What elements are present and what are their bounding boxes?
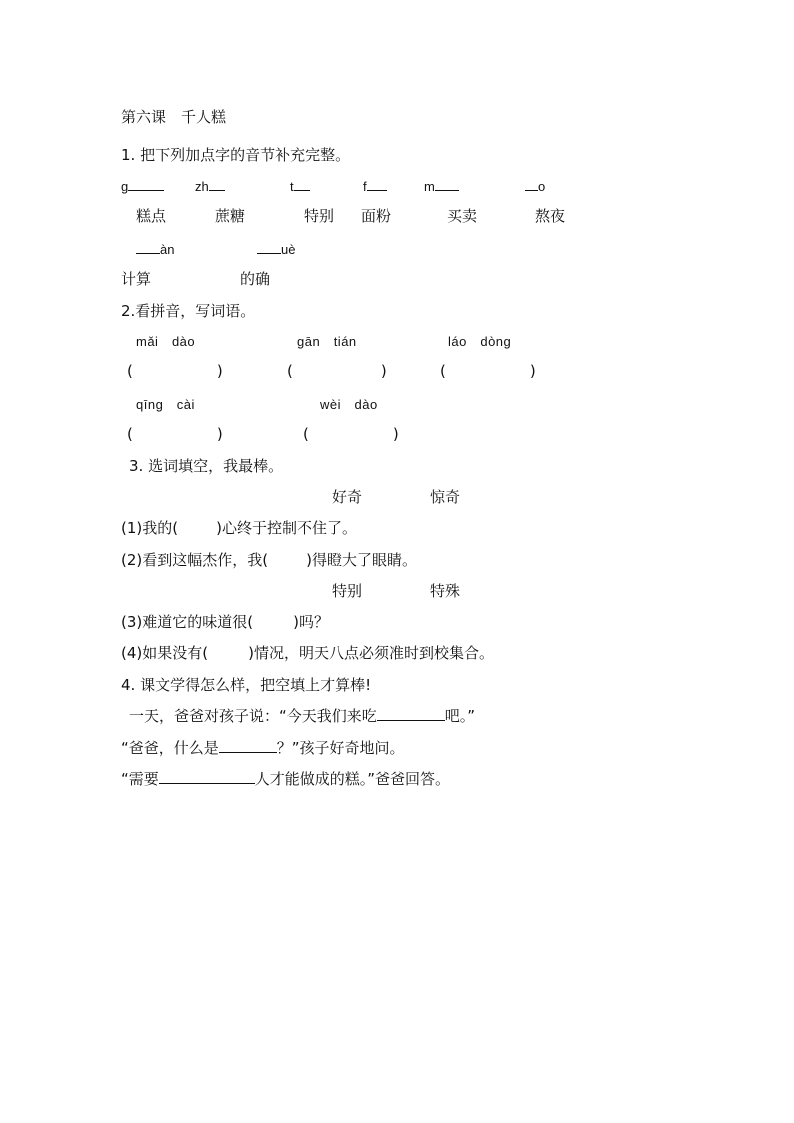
- pinyin: láo dòng: [448, 334, 512, 349]
- word-choice: 好奇: [332, 488, 363, 506]
- fill-sentence: 一天，爸爸对孩子说：“今天我们来吃 吧。”: [129, 707, 476, 725]
- q1-heading: 1. 把下列加点字的音节补充完整。: [121, 146, 351, 164]
- word: 买卖: [447, 207, 478, 225]
- word: 熬夜: [535, 207, 566, 225]
- pinyin: gān tián: [297, 334, 357, 349]
- answer-parens[interactable]: ( ): [303, 425, 399, 443]
- fill-blank[interactable]: [377, 707, 445, 721]
- pinyin: qīng cài: [136, 397, 195, 412]
- fill-sentence: (3)难道它的味道很( )吗？: [121, 613, 329, 631]
- q2-heading: 2.看拼音，写词语。: [121, 302, 256, 320]
- pinyin: wèi dào: [320, 397, 378, 412]
- answer-parens[interactable]: ( ): [440, 362, 536, 380]
- word: 糕点: [136, 207, 167, 225]
- word-choice: 特殊: [430, 582, 461, 600]
- word: 计算: [121, 270, 152, 288]
- syllable-blank[interactable]: zh: [195, 177, 225, 196]
- syllable-blank[interactable]: àn: [136, 240, 174, 259]
- answer-parens[interactable]: ( ): [127, 425, 223, 443]
- answer-parens[interactable]: ( ): [287, 362, 387, 380]
- syllable-blank[interactable]: uè: [257, 240, 295, 259]
- syllable-blank[interactable]: g: [121, 177, 164, 196]
- fill-sentence: “爸爸，什么是 ？”孩子好奇地问。: [121, 739, 405, 757]
- answer-parens[interactable]: ( ): [127, 362, 223, 380]
- fill-blank[interactable]: [159, 770, 255, 784]
- syllable-blank[interactable]: t: [290, 177, 310, 196]
- syllable-blank[interactable]: m: [424, 177, 459, 196]
- fill-sentence: “需要 人才能做成的糕。”爸爸回答。: [121, 770, 451, 788]
- fill-sentence: (1)我的( )心终于控制不住了。: [121, 519, 357, 537]
- pinyin: mǎi dào: [136, 334, 196, 349]
- syllable-blank[interactable]: o: [525, 177, 545, 196]
- q4-heading: 4. 课文学得怎么样，把空填上才算棒!: [121, 676, 372, 694]
- word: 的确: [240, 270, 271, 288]
- word: 面粉: [361, 207, 392, 225]
- lesson-title: 第六课 千人糕: [121, 108, 227, 126]
- word-choice: 惊奇: [430, 488, 461, 506]
- syllable-blank[interactable]: f: [363, 177, 387, 196]
- q3-heading: 3. 选词填空，我最棒。: [129, 457, 284, 475]
- word: 蔗糖: [215, 207, 246, 225]
- fill-sentence: (2)看到这幅杰作，我( )得瞪大了眼睛。: [121, 551, 417, 569]
- word-choice: 特别: [332, 582, 363, 600]
- fill-sentence: (4)如果没有( )情况，明天八点必须准时到校集合。: [121, 644, 494, 662]
- word: 特别: [304, 207, 335, 225]
- fill-blank[interactable]: [219, 739, 277, 753]
